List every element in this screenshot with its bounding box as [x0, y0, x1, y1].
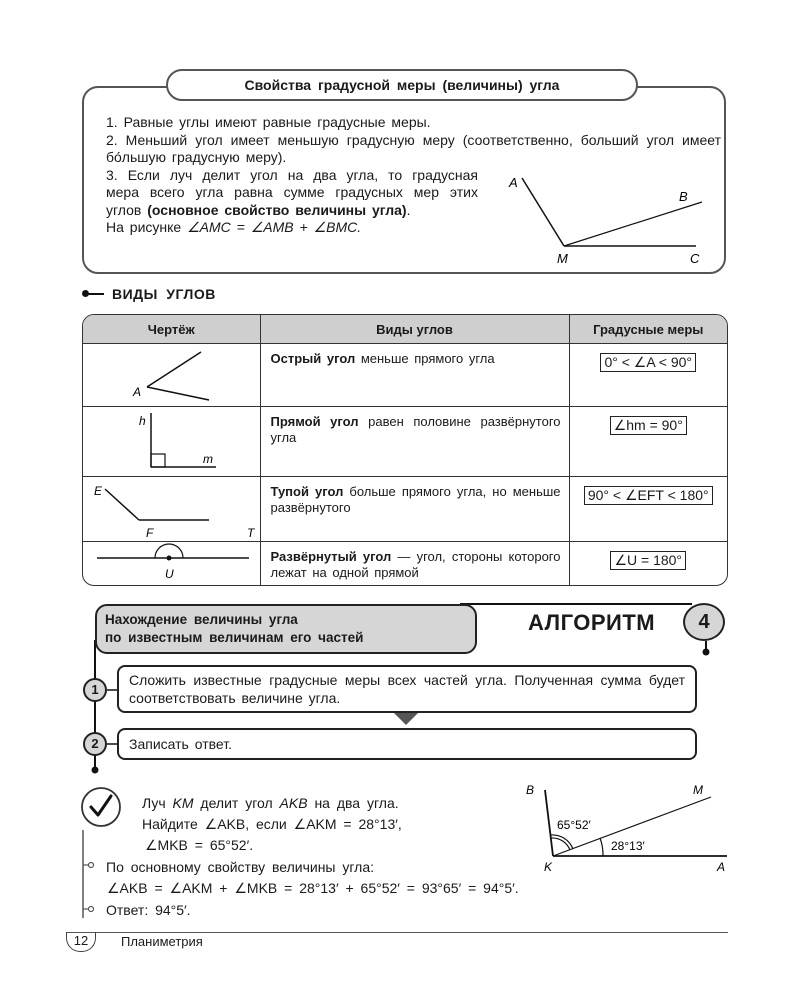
algorithm-number-badge: 4: [683, 603, 725, 641]
step-2-badge: 2: [83, 732, 107, 756]
arrow-down-icon: [394, 713, 418, 725]
algorithm-title-box: Нахождение величины угла по известным величинам его частей: [95, 604, 477, 654]
svg-text:B: B: [526, 783, 535, 797]
svg-text:U: U: [165, 567, 174, 581]
svg-text:T: T: [247, 526, 255, 540]
obtuse-angle-desc: Тупой угол больше прямого угла, но меньше развёрнутого: [260, 477, 569, 542]
example-problem: Луч KM делит угол AKB на два угла. Найдите ∠AKB, если ∠AKM = 28°13′, ∠MKB = 65°52′.: [142, 795, 402, 853]
page-number: 12: [66, 932, 96, 952]
svg-text:M: M: [693, 783, 703, 797]
label-c: C: [690, 251, 700, 266]
svg-text:F: F: [146, 526, 154, 540]
svg-text:E: E: [94, 484, 103, 498]
svg-text:m: m: [203, 452, 213, 466]
solution-intro: По основному свойству величины угла:: [106, 859, 375, 875]
step-2-box: Записать ответ.: [117, 728, 697, 760]
header-drawing: Чертёж: [83, 315, 260, 344]
label-b: B: [679, 189, 688, 204]
svg-text:h: h: [139, 414, 146, 428]
property-3: 3. Если луч делит угол на два угла, то градусная мера всего угла равна сумме градусных мер этих углов (основное свойство величины угла).: [106, 166, 478, 218]
answer: Ответ: 94°5′.: [106, 902, 191, 918]
solution-formula: ∠AKB = ∠AKM + ∠MKB = 28°13′ + 65°52′ = 93°65′ = 94°5′.: [107, 880, 519, 896]
property-2: 2. Меньший угол имеет меньшую градусную меру (соответственно, больший угол имеет бо́льшую градусную меру).: [106, 131, 721, 165]
algorithm-label: АЛГОРИТМ: [528, 610, 656, 635]
label-m: M: [557, 251, 568, 266]
svg-text:K: K: [544, 860, 553, 873]
property-1: 1. Равные углы имеют равные градусные меры.: [106, 114, 431, 130]
checkmark-icon: [79, 785, 125, 829]
svg-text:65°52′: 65°52′: [557, 818, 591, 832]
svg-text:A: A: [133, 385, 142, 399]
right-angle-desc: Прямой угол равен половине развёрнутого угла: [260, 407, 569, 477]
right-angle-measure: ∠hm = 90°: [569, 407, 727, 477]
footer-divider: [66, 932, 728, 933]
figure-formula: На рисунке ∠AMC = ∠AMB + ∠BMC.: [106, 219, 362, 235]
header-measures: Градусные меры: [569, 315, 727, 344]
angle-akb-diagram: [515, 778, 740, 873]
straight-angle-desc: Развёрнутый угол — угол, стороны которого лежат на одной прямой: [260, 542, 569, 587]
step-1-box: Сложить известные градусные меры всех частей угла. Полученная сумма будет соответствовать величине угла.: [117, 665, 697, 713]
step-1-badge: 1: [83, 678, 107, 702]
obtuse-angle-measure: 90° < ∠EFT < 180°: [569, 477, 727, 542]
section-heading: ВИДЫ УГЛОВ: [84, 286, 216, 302]
straight-angle-measure: ∠U = 180°: [569, 542, 727, 587]
properties-title: Свойства градусной меры (величины) угла: [166, 69, 638, 101]
svg-text:28°13′: 28°13′: [611, 839, 645, 853]
svg-text:A: A: [717, 860, 726, 873]
header-types: Виды углов: [260, 315, 569, 344]
acute-angle-desc: Острый угол меньше прямого угла: [260, 344, 569, 407]
label-a: A: [509, 175, 518, 190]
footer-title: Планиметрия: [121, 934, 203, 949]
acute-angle-measure: 0° < ∠A < 90°: [569, 344, 727, 407]
